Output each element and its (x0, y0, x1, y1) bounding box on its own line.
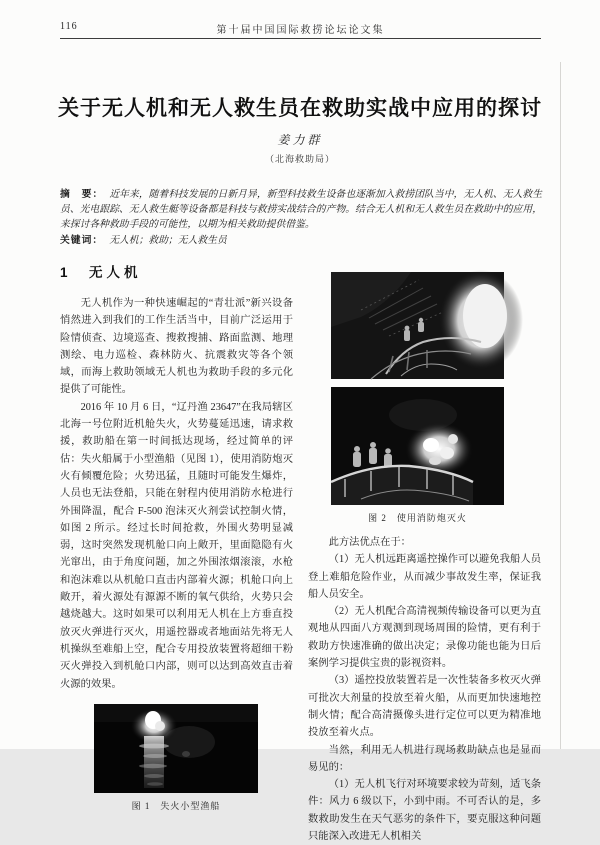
disadvantage-item-1: （1）无人机飞行对环境要求较为苛刻，适飞条件：风力 6 级以下，小到中雨。不可否认的是，多数救助发生在天气恶劣的条件下，要克服这种问题只能深入改进无人机相关 (308, 779, 541, 843)
advantages-intro: 此方法优点在于： (328, 537, 411, 548)
advantage-item-3: （3）遥控投放装置若是一次性装备多枚灭火弹可批次大剂量的投放至着火船，从而更加快速地控制火情；配合高清摄像头进行定位可以更为精准地投放至着火点。 (308, 675, 541, 739)
abstract-label: 摘 要： (60, 189, 104, 200)
figure1-caption: 图 1 失火小型渔船 (131, 800, 221, 811)
proceedings-title: 第十届中国国际救捞论坛论文集 (216, 25, 385, 36)
disadvantages-intro: 当然，利用无人机进行现场救助缺点也是显而易见的： (308, 744, 541, 773)
right-column (308, 259, 541, 845)
section1-paragraph-1: 无人机作为一种快速崛起的“青壮派”新兴设备悄然进入到我们的工作生活当中，目前广泛运用于险情侦查、边境巡查、搜救搜捕、路面监测、地理测绘、电力巡检、森林防火、抗震救灾等各个领域，而海上救助领域无人机也为救助手段的多元化提供了可能性。 (60, 298, 293, 396)
figure1-photo-burning-boat (94, 704, 258, 793)
page-number: 116 (60, 21, 78, 32)
keywords-text: 无人机；救助；无人救生员 (109, 234, 227, 246)
abstract-block (60, 187, 542, 248)
advantage-item-2: （2）无人机配合高清视频传输设备可以更为直观地从四面八方观测到现场周围的险情，更有利于救助方快速准确的做出决定；录像功能也能为日后案例学习提供宝贵的影视资料。 (308, 606, 541, 670)
article-title: 关于无人机和无人救生员在救助实战中应用的探讨 (58, 97, 542, 120)
left-column (60, 259, 293, 845)
section1-heading: 1 无人机 (60, 265, 142, 280)
two-column-body (60, 259, 541, 845)
advantage-item-1: （1）无人机远距离遥控操作可以避免我船人员登上难船危险作业，从而减少事故发生率，保证我船人员安全。 (308, 554, 541, 600)
abstract-paragraph (60, 187, 542, 233)
figure2-caption: 图 2 使用消防炮灭火 (368, 513, 467, 523)
figure-2 (331, 272, 504, 524)
article-affiliation: （北海救助局） (264, 154, 335, 164)
keywords-paragraph (60, 233, 542, 248)
figure2-photo-bottom-fire-monitor (331, 387, 504, 505)
section1-paragraph-2: 2016 年 10 月 6 日，“辽丹渔 23647”在我局辖区北海一号位附近机舱失火，火势蔓延迅速，请求救援，救助船在第一时间抵达现场，经过简单的评估：失火船属于小型渔船（见图 1），使用消防炮灭火有倾覆危险；火势迅猛，且随时可能发生爆炸，人员也无法登船，只能在射程内使用消防水枪进行外围降温，配合 F-500 泡沫灭火剂尝试控制火情，如图 2 所示。经过长时间抢救，外围火势明显减弱，这时突然发现机舱口向上敞开，里面隐隐有火光窜出，由于角度问题，加之外围浓烟滚滚，水枪和泡沫难以从机舱口直击内部着火源；机舱口向上敞开，着火源处有源源不断的氧气供给，火势只会越烧越大。这时如果可以利用无人机在上方垂直投放灭火弹进行灭火，用遥控器或者地面站先将无人机操纵至难船上空，配合专用投放装置将超细干粉灭火弹投入到机舱口内部，则可以达到高效直击着火源的效果。 (60, 401, 293, 690)
page-header (60, 21, 541, 35)
figure2-photo-top-water-spray (331, 272, 504, 379)
article-author: 姜力群 (277, 133, 323, 147)
abstract-text: 近年来，随着科技发展的日新月异，新型科技救生设备也逐渐加入救捞团队当中，无人机、无人救生员、光电跟踪、无人救生艇等设备都是科技与救捞实战结合的产物。结合无人机和无人救生员在救助中的应用，来探讨各种救助手段的可能性，以期为相关救助提供借鉴。 (60, 189, 543, 231)
figure-1 (94, 704, 258, 812)
keywords-label: 关键词： (60, 234, 104, 246)
scan-artifact-line (560, 62, 561, 749)
header-rule (60, 38, 541, 39)
